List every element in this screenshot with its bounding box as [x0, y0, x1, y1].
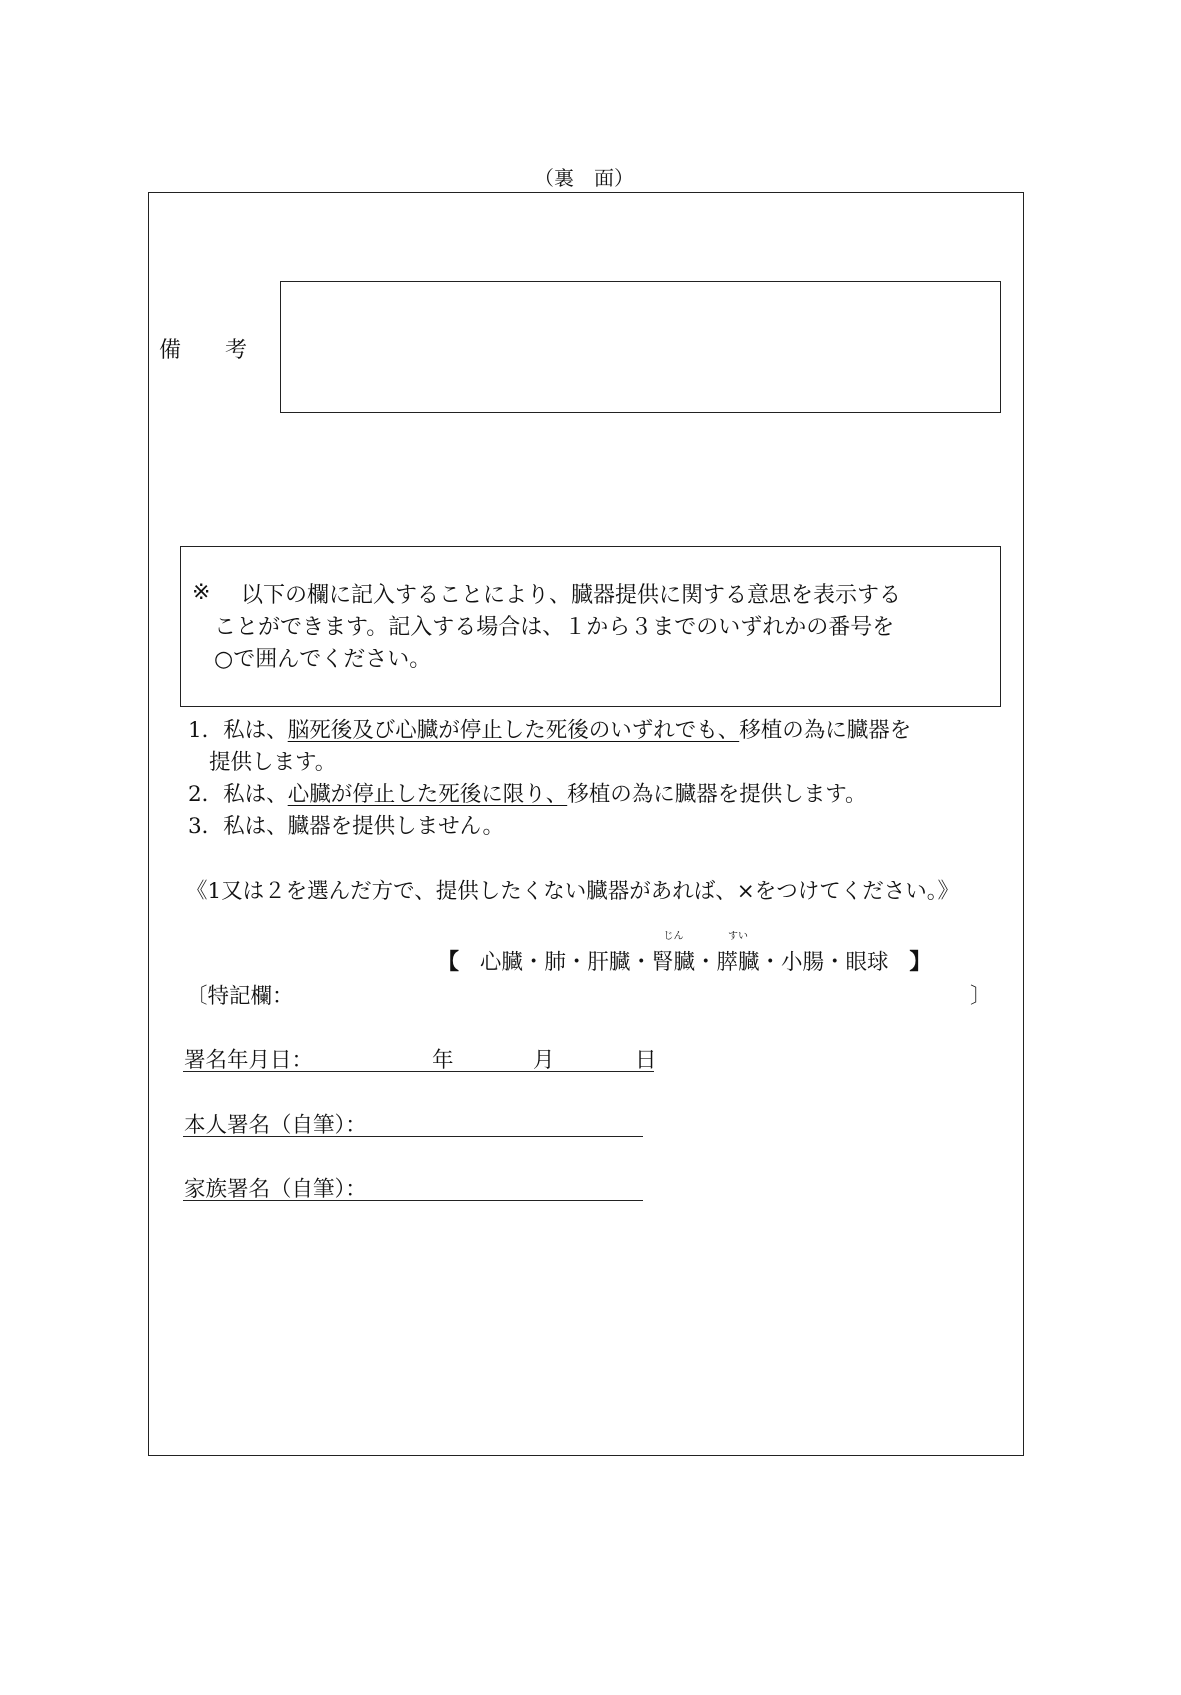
signature-date-year: 年	[432, 1048, 454, 1073]
signature-date-month: 月	[533, 1048, 555, 1073]
notice-line-2: ことができます。記入する場合は、１から３までのいずれかの番号を	[214, 615, 895, 640]
organ-eyeball[interactable]: 眼球	[845, 950, 889, 975]
remarks-label	[159, 333, 247, 364]
option-1-suffix: 移植の為に臓器を	[739, 718, 912, 743]
organ-small-intestine[interactable]: 小腸	[781, 950, 825, 975]
organ-list-close-bracket: 】	[909, 949, 932, 975]
organ-pancreas[interactable]	[716, 931, 760, 976]
organ-separator: ・	[565, 950, 588, 975]
signature-date-input-line[interactable]	[183, 1071, 654, 1072]
self-signature-label: 本人署名（自筆）：	[184, 1113, 367, 1138]
organ-pancreas-label: 膵臓	[716, 950, 760, 975]
special-notes-close: 〕	[970, 984, 992, 1009]
remarks-input-box[interactable]	[280, 281, 1001, 413]
organ-kidney[interactable]	[651, 931, 695, 976]
organ-separator: ・	[824, 950, 846, 975]
page-heading: （裏 面）	[534, 166, 634, 190]
option-2[interactable]	[188, 777, 867, 808]
signature-date-day: 日	[635, 1048, 657, 1073]
option-1-underlined: 脳死後及び心臓が停止した死後のいずれでも、	[287, 718, 740, 743]
organ-list-open-bracket: 【	[437, 949, 460, 975]
option-2-suffix: 移植の為に臓器を提供します。	[567, 782, 867, 807]
special-notes-label: 〔特記欄：	[186, 984, 294, 1009]
organ-liver[interactable]: 肝臓	[587, 950, 631, 975]
notice-mark: ※	[192, 580, 211, 605]
organ-separator: ・	[759, 950, 782, 975]
option-3[interactable]: 3．私は、臓器を提供しません。	[188, 814, 504, 839]
organ-list	[437, 931, 932, 976]
option-2-prefix: 2．私は、	[188, 782, 288, 807]
organ-separator: ・	[522, 950, 545, 975]
organ-separator: ・	[630, 950, 652, 975]
self-signature-input-line[interactable]	[183, 1136, 643, 1137]
organ-kidney-label: 腎臓	[651, 950, 695, 975]
notice-line-3: ○で囲んでください。	[214, 647, 432, 672]
organ-kidney-ruby: じん	[663, 931, 684, 942]
family-signature-label: 家族署名（自筆）：	[184, 1177, 367, 1202]
organ-heart[interactable]: 心臓	[479, 950, 523, 975]
remarks-label-right: 考	[225, 338, 248, 363]
exclude-instruction: 《1又は２を選んだ方で、提供したくない臓器があれば、×をつけてください。》	[186, 879, 960, 904]
option-2-underlined: 心臓が停止した死後に限り、	[287, 782, 568, 807]
remarks-label-left: 備	[159, 338, 182, 363]
organ-pancreas-ruby: すい	[727, 931, 748, 942]
family-signature-input-line[interactable]	[183, 1200, 643, 1201]
notice-line-1: 以下の欄に記入することにより、臓器提供に関する意思を表示する	[241, 583, 902, 608]
organ-lung[interactable]: 肺	[544, 950, 566, 975]
organ-separator: ・	[694, 950, 717, 975]
option-1-prefix: 1．私は、	[188, 718, 288, 743]
option-1[interactable]	[188, 713, 911, 744]
option-1-continuation: 提供します。	[209, 750, 337, 775]
special-notes-input[interactable]	[300, 976, 964, 1006]
signature-date-label: 署名年月日：	[184, 1048, 314, 1073]
